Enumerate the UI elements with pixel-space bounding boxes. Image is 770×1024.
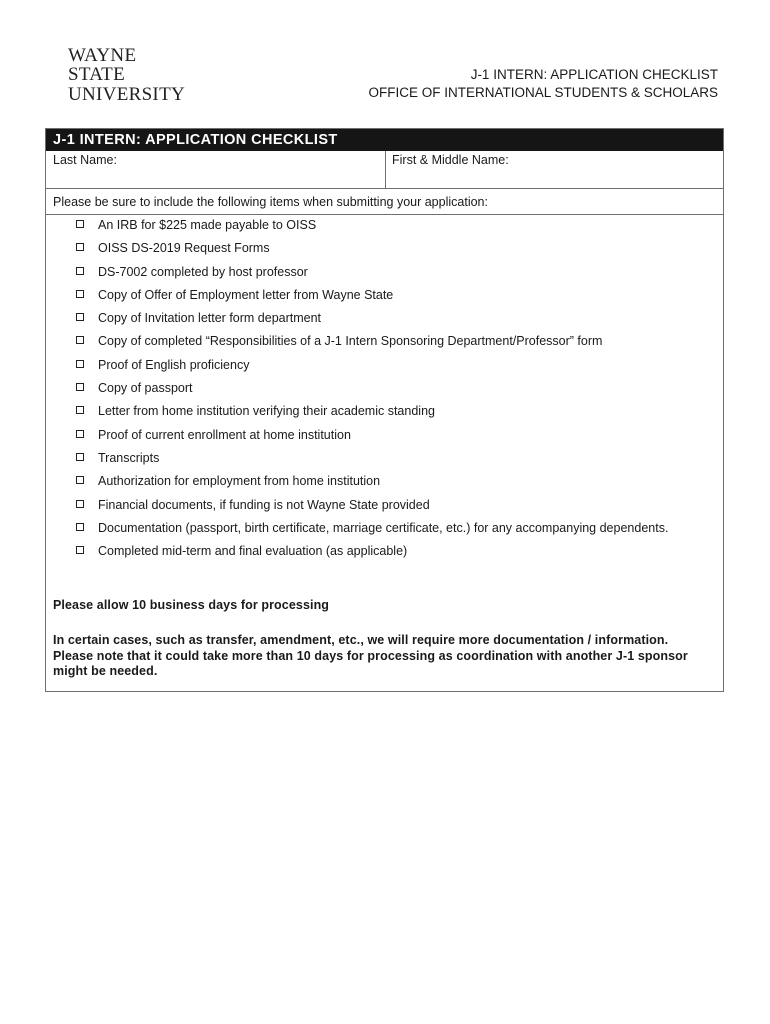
checklist-item [76, 287, 696, 303]
document-header [368, 66, 718, 102]
checklist-item-label: Copy of Invitation letter form department [98, 311, 322, 326]
checklist-item [76, 380, 696, 396]
checklist-item [76, 543, 696, 559]
checklist-item [76, 240, 696, 256]
checklist-item [76, 497, 696, 513]
instructions-text: Please be sure to include the following items when submitting your application: [46, 189, 723, 215]
checklist-item-label: Proof of current enrollment at home institution [98, 427, 351, 442]
checklist-item-label: DS-7002 completed by host professor [98, 264, 308, 279]
checkbox-icon[interactable] [76, 336, 84, 344]
checkbox-icon[interactable] [76, 523, 84, 531]
checklist-item-label: Transcripts [98, 450, 160, 465]
checklist-item [76, 264, 696, 280]
checkbox-icon[interactable] [76, 383, 84, 391]
processing-time-note: Please allow 10 business days for processing [53, 598, 330, 612]
checklist [76, 217, 696, 566]
checklist-item-label: Documentation (passport, birth certificate, marriage certificate, etc.) for any accompanying dependents. [98, 520, 669, 535]
checklist-item [76, 520, 696, 536]
checklist-item-label: Copy of passport [98, 381, 193, 396]
checklist-item-label: Letter from home institution verifying their academic standing [98, 404, 435, 419]
additional-documentation-note: In certain cases, such as transfer, amendment, etc., we will require more documentation / information. Please note that it could take more than 10 days for processing as coordination with another J-1 sponsor might be needed. [53, 633, 688, 678]
name-row [46, 151, 723, 189]
checkbox-icon[interactable] [76, 453, 84, 461]
checkbox-icon[interactable] [76, 360, 84, 368]
wayne-state-logo [68, 46, 188, 104]
document-title: J-1 INTERN: APPLICATION CHECKLIST [470, 67, 718, 82]
checkbox-icon[interactable] [76, 430, 84, 438]
checkbox-icon[interactable] [76, 313, 84, 321]
office-name: OFFICE OF INTERNATIONAL STUDENTS & SCHOLARS [368, 85, 718, 100]
logo-line-wayne-state: WAYNE STATE [68, 45, 137, 85]
checkbox-icon[interactable] [76, 476, 84, 484]
checkbox-icon[interactable] [76, 290, 84, 298]
checklist-item-label: OISS DS-2019 Request Forms [98, 241, 270, 256]
application-checklist-form [45, 128, 724, 692]
last-name-field[interactable] [46, 151, 386, 188]
logo-line-university: UNIVERSITY [68, 84, 185, 105]
checklist-item-label: An IRB for $225 made payable to OISS [98, 218, 317, 232]
checklist-item-label: Completed mid-term and final evaluation (as applicable) [98, 544, 408, 559]
checkbox-icon[interactable] [76, 267, 84, 275]
checkbox-icon[interactable] [76, 406, 84, 414]
checklist-item [76, 427, 696, 443]
checklist-item [76, 217, 696, 233]
checklist-item [76, 450, 696, 466]
checklist-item-label: Copy of completed “Responsibilities of a J-1 Intern Sponsoring Department/Professor” form [98, 334, 603, 349]
checkbox-icon[interactable] [76, 243, 84, 251]
checklist-item-label: Copy of Offer of Employment letter from Wayne State [98, 287, 394, 302]
checklist-item [76, 473, 696, 489]
form-title-bar: J-1 INTERN: APPLICATION CHECKLIST [46, 129, 723, 151]
first-middle-name-label: First & Middle Name: [392, 153, 509, 167]
checklist-item [76, 333, 696, 349]
checklist-item-label: Financial documents, if funding is not Wayne State provided [98, 497, 430, 512]
checkbox-icon[interactable] [76, 546, 84, 554]
checkbox-icon[interactable] [76, 500, 84, 508]
last-name-label: Last Name: [53, 153, 117, 167]
checklist-item-label: Proof of English proficiency [98, 357, 250, 372]
checklist-item [76, 403, 696, 419]
checklist-item [76, 357, 696, 373]
checklist-item-label: Authorization for employment from home institution [98, 474, 381, 489]
checkbox-icon[interactable] [76, 220, 84, 228]
checklist-item [76, 310, 696, 326]
first-middle-name-field[interactable] [386, 151, 723, 188]
